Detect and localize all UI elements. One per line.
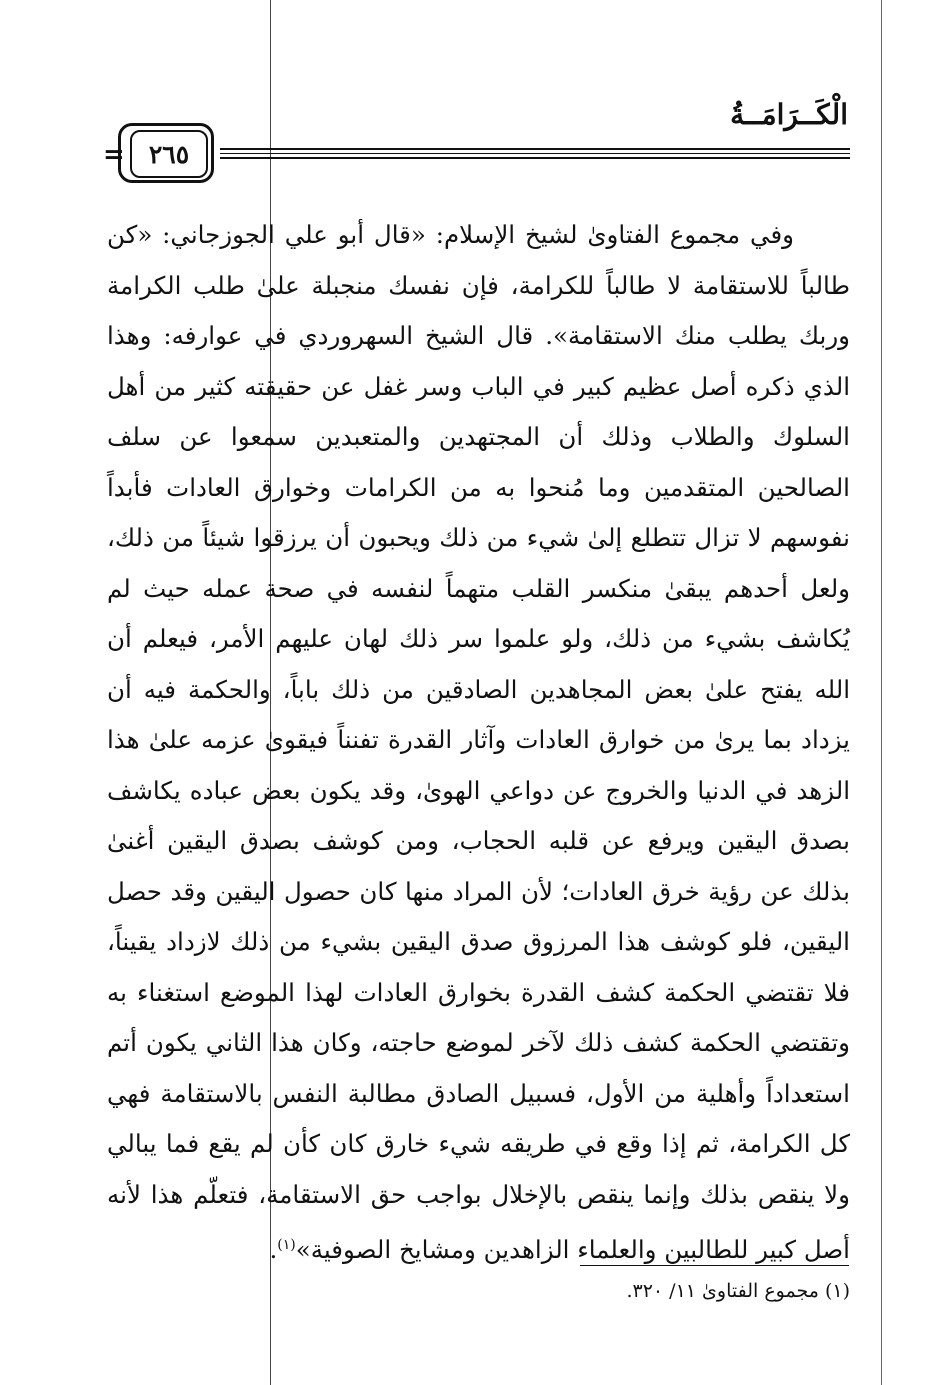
page-number: ٢٦٥	[130, 130, 208, 178]
footnote: (١) مجموع الفتاوىٰ ١١/ ٣٢٠.	[626, 1280, 850, 1302]
header-rule	[220, 148, 850, 160]
footnote-reference: (١)	[277, 1237, 296, 1253]
paragraph-text: وفي مجموع الفتاوىٰ لشيخ الإسلام: «قال أبو علي الجوزجاني: «كن طالباً للاستقامة لا طالباً للكرامة، فإن نفسك منجبلة علىٰ طلب الكرامة وربك يطلب منك الاستقامة». قال الشيخ السهروردي في عوارفه: وهذا الذي ذكره أصل عظيم كبير في الباب وسر غفل عن حقيقته كثير من أهل السلوك والطلاب وذلك أن المجتهدين والمتعبدين سمعوا عن سلف الصالحين المتقدمين وما مُنحوا به من الكرامات وخوارق العادات فأبداً نفوسهم لا تزال تتطلع إلىٰ شيء من ذلك ويحبون أن يرزقوا شيئاً من ذلك، ولعل أحدهم يبقىٰ منكسر القلب متهماً لنفسه في صحة عمله حيث لم يُكاشف بشيء من ذلك، ولو علموا سر ذلك لهان عليهم الأمر، فيعلم أن الله يفتح علىٰ بعض المجاهدين الصادقين من ذلك باباً، والحكمة فيه أن يزداد بما يرىٰ من خوارق العادات وآثار القدرة تفنناً فيقوىٰ عزمه علىٰ هذا الزهد في الدنيا والخروج عن دواعي الهوىٰ، وقد يكون بعض عباده يكاشف بصدق اليقين ويرفع عن قلبه الحجاب، ومن كوشف بصدق اليقين أغنىٰ بذلك عن رؤية خرق العادات؛ لأن المراد منها كان حصول اليقين وقد حصل اليقين، فلو كوشف هذا المرزوق صدق اليقين بشيء من ذلك لازداد يقيناً، فلا تقتضي الحكمة كشف القدرة بخوارق العادات لهذا الموضع استغناء به وتقتضي الحكمة كشف ذلك لآخر لموضع حاجته، وكان هذا الثاني يكون أتم استعداداً وأهلية من الأول، فسبيل الصادق مطالبة النفس بالاستقامة فهي كل الكرامة، ثم إذا وقع في طريقه شيء خارق كان كأن لم يقع فما يبالي ولا ينقص بذلك وإنما ينقص بالإخلال بواجب حق الاستقامة، فتعلّم هذا لأنه أصل كبير للطالبين والعلماء الزاهدين ومشايخ الصوفية»	[107, 220, 850, 1265]
running-title: الْكَــرَامَــةُ	[730, 98, 848, 131]
main-text	[107, 210, 850, 1276]
paragraph	[107, 210, 850, 1276]
header-marker: =	[103, 140, 125, 170]
end-mark: .	[269, 1235, 278, 1265]
scan-line	[881, 0, 882, 1385]
footnote-separator	[580, 1265, 849, 1266]
